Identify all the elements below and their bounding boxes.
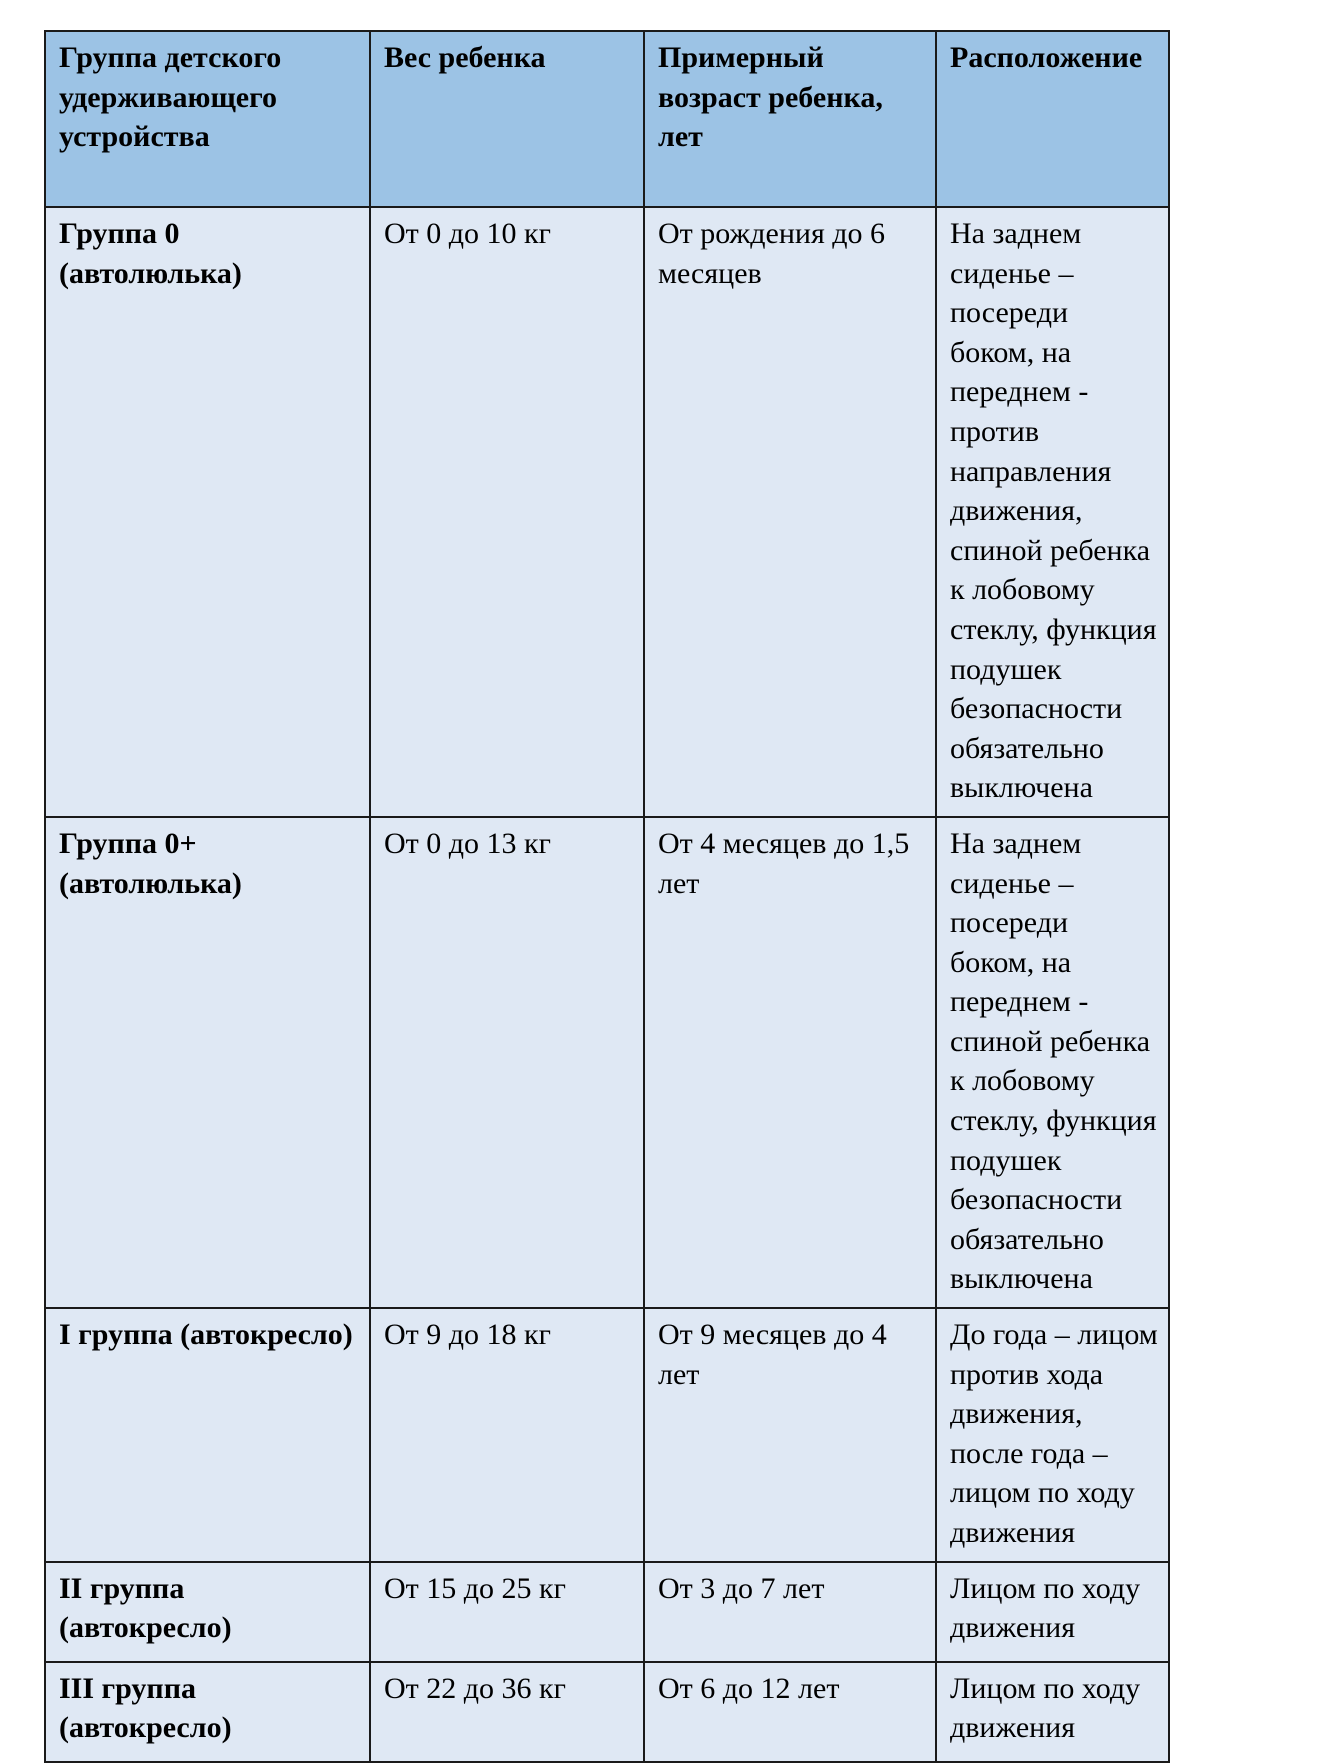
cell-placement: Лицом по ходу движения	[936, 1662, 1169, 1762]
cell-group: Группа 0 (автолюлька)	[45, 207, 370, 817]
child-restraint-groups-table	[44, 30, 1170, 1763]
cell-placement: Лицом по ходу движения	[936, 1562, 1169, 1662]
cell-group: Группа 0+ (автолюлька)	[45, 817, 370, 1308]
column-header-placement: Расположение	[936, 31, 1169, 207]
table-row	[45, 207, 1169, 817]
cell-age: От 6 до 12 лет	[644, 1662, 936, 1762]
cell-group: II группа (автокресло)	[45, 1562, 370, 1662]
table-body	[45, 207, 1169, 1762]
cell-placement: На заднем сиденье – посереди боком, на переднем - спиной ребенка к лобовому стеклу, функция подушек безопасности обязательно выключена	[936, 817, 1169, 1308]
table-row	[45, 817, 1169, 1308]
cell-placement: На заднем сиденье – посереди боком, на переднем - против направления движения, спиной ребенка к лобовому стеклу, функция подушек безопасности обязательно выключена	[936, 207, 1169, 817]
cell-age: От 3 до 7 лет	[644, 1562, 936, 1662]
cell-weight: От 22 до 36 кг	[370, 1662, 644, 1762]
cell-weight: От 0 до 10 кг	[370, 207, 644, 817]
column-header-group: Группа детского удерживающего устройства	[45, 31, 370, 207]
table-row	[45, 1662, 1169, 1762]
cell-group: I группа (автокресло)	[45, 1308, 370, 1562]
cell-age: От 9 месяцев до 4 лет	[644, 1308, 936, 1562]
cell-weight: От 0 до 13 кг	[370, 817, 644, 1308]
table-header	[45, 31, 1169, 207]
table-header-row	[45, 31, 1169, 207]
cell-age: От рождения до 6 месяцев	[644, 207, 936, 817]
column-header-age: Примерный возраст ребенка, лет	[644, 31, 936, 207]
table-container	[44, 30, 1168, 1763]
cell-group: III группа (автокресло)	[45, 1662, 370, 1762]
table-row	[45, 1562, 1169, 1662]
cell-weight: От 9 до 18 кг	[370, 1308, 644, 1562]
column-header-weight: Вес ребенка	[370, 31, 644, 207]
cell-weight: От 15 до 25 кг	[370, 1562, 644, 1662]
cell-placement: До года – лицом против хода движения, после года – лицом по ходу движения	[936, 1308, 1169, 1562]
table-row	[45, 1308, 1169, 1562]
cell-age: От 4 месяцев до 1,5 лет	[644, 817, 936, 1308]
